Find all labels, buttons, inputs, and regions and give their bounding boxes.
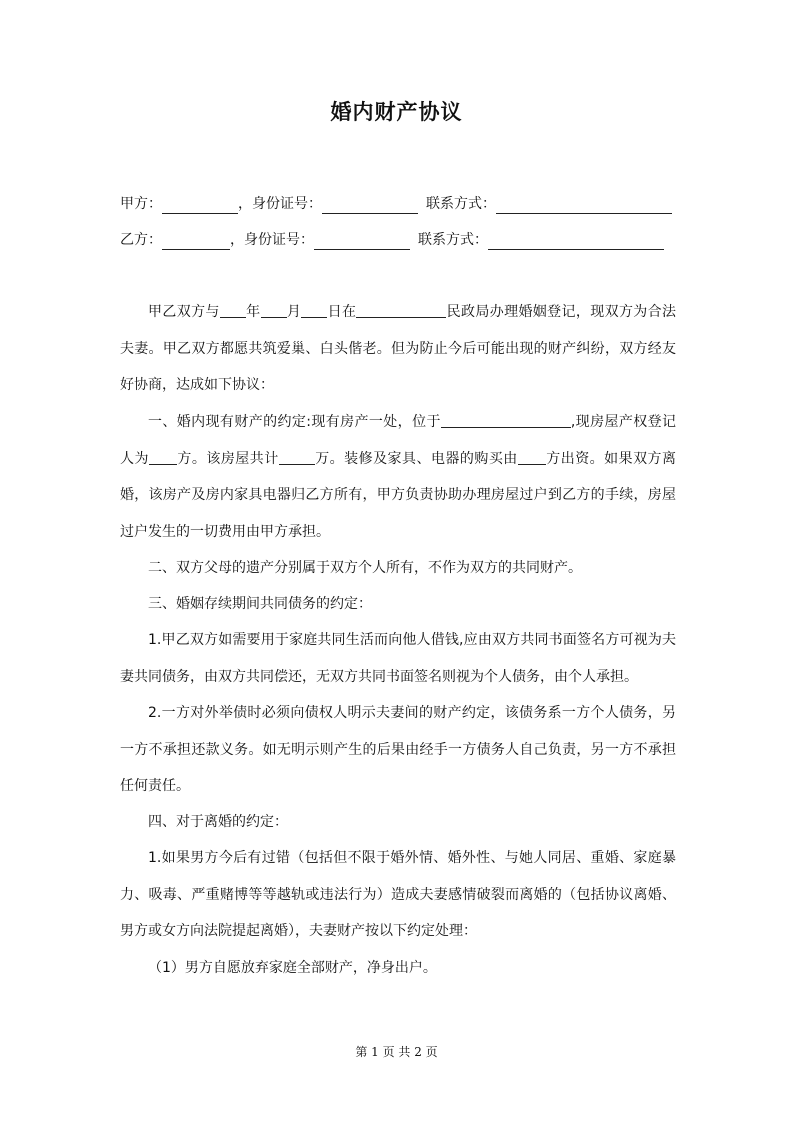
- clause-3-item-1: 1.甲乙双方如需要用于家庭共同生活而向他人借钱,应由双方共同书面签名方可视为夫妻共同债务，由双方共同偿还，无双方共同书面签名则视为个人债务，由个人承担。: [120, 632, 676, 685]
- party-b-id-blank[interactable]: [314, 233, 410, 250]
- clause-2-paragraph: 二、双方父母的遗产分别属于双方个人所有，不作为双方的共同财产。: [148, 560, 582, 576]
- house-price-blank[interactable]: [279, 448, 315, 465]
- clause-1-text-2: ,现房屋产权登记人为: [120, 414, 677, 467]
- year-blank[interactable]: [220, 301, 246, 318]
- party-a-contact-label: 联系方式：: [426, 196, 496, 212]
- party-a-contact-blank[interactable]: [496, 197, 672, 214]
- party-b-label: 乙方：: [120, 232, 162, 248]
- clause-3-item-2: 2.一方对外举债时必须向债权人明示夫妻间的财产约定，该债务系一方个人债务，另一方不承担还款义务。如无明示则产生的后果由经手一方债务人自己负责，另一方不承担任何责任。: [120, 705, 676, 794]
- intro-text-1: 甲乙双方与: [148, 304, 220, 320]
- intro-paragraph: [120, 294, 676, 404]
- party-b-name-blank[interactable]: [162, 233, 230, 250]
- clause-1-text-4: 万。装修及家具、电器的购买由: [314, 450, 518, 467]
- clause-1-text-1: 一、婚内现有财产的约定:现有房产一处，位于: [148, 414, 441, 430]
- clause-4-item-1-sub-1: （1）男方自愿放弃家庭全部财产，净身出户。: [148, 960, 437, 976]
- registrant-blank[interactable]: [149, 448, 177, 465]
- clause-1-text-5: 方出资。如果双方离婚，该房产及房内家具电器归乙方所有，甲方负责协助办理房屋过户到乙方的手续，房屋过户发生的一切费用由甲方承担。: [120, 450, 677, 540]
- day-blank[interactable]: [301, 301, 327, 318]
- payer-blank[interactable]: [518, 448, 546, 465]
- document-title: 婚内财产协议: [330, 99, 463, 124]
- intro-text-5: 民政局办理婚姻登记，现双方为合法夫妻。甲乙双方都愿共筑爱巢、白头偕老。但为防止今后可能出现的财产纠纷，双方经友好协商，达成如下协议：: [120, 304, 677, 393]
- party-b-contact-blank[interactable]: [488, 233, 664, 250]
- month-blank[interactable]: [261, 301, 287, 318]
- intro-text-3: 月: [286, 304, 302, 320]
- clause-4-heading: 四、对于离婚的约定：: [148, 814, 288, 830]
- party-a-id-blank[interactable]: [322, 197, 418, 214]
- party-a-label: 甲方：: [120, 196, 162, 212]
- property-location-blank[interactable]: [441, 411, 571, 428]
- page-footer: 第 1 页 共 2 页: [355, 1045, 438, 1059]
- party-b-row: [120, 230, 664, 250]
- party-a-id-label: ，身份证号：: [238, 196, 322, 212]
- intro-text-2: 年: [245, 304, 261, 320]
- clause-4-item-1: 1.如果男方今后有过错（包括但不限于婚外情、婚外性、与她人同居、重婚、家庭暴力、吸毒、严重赌博等等越轨或违法行为）造成夫妻感情破裂而离婚的（包括协议离婚、男方或女方向法院提起离婚），夫妻财产按以下约定处理：: [120, 850, 676, 939]
- party-b-contact-label: 联系方式：: [418, 232, 488, 248]
- party-b-id-label: ，身份证号：: [230, 232, 314, 248]
- clause-1-text-3: 方。该房屋共计: [176, 450, 279, 467]
- intro-text-4: 日在: [327, 304, 357, 320]
- bureau-blank[interactable]: [356, 301, 446, 318]
- party-a-name-blank[interactable]: [162, 197, 238, 214]
- clause-1-paragraph: [120, 404, 676, 550]
- party-a-row: [120, 194, 672, 214]
- clause-3-heading: 三、婚姻存续期间共同债务的约定：: [148, 596, 372, 612]
